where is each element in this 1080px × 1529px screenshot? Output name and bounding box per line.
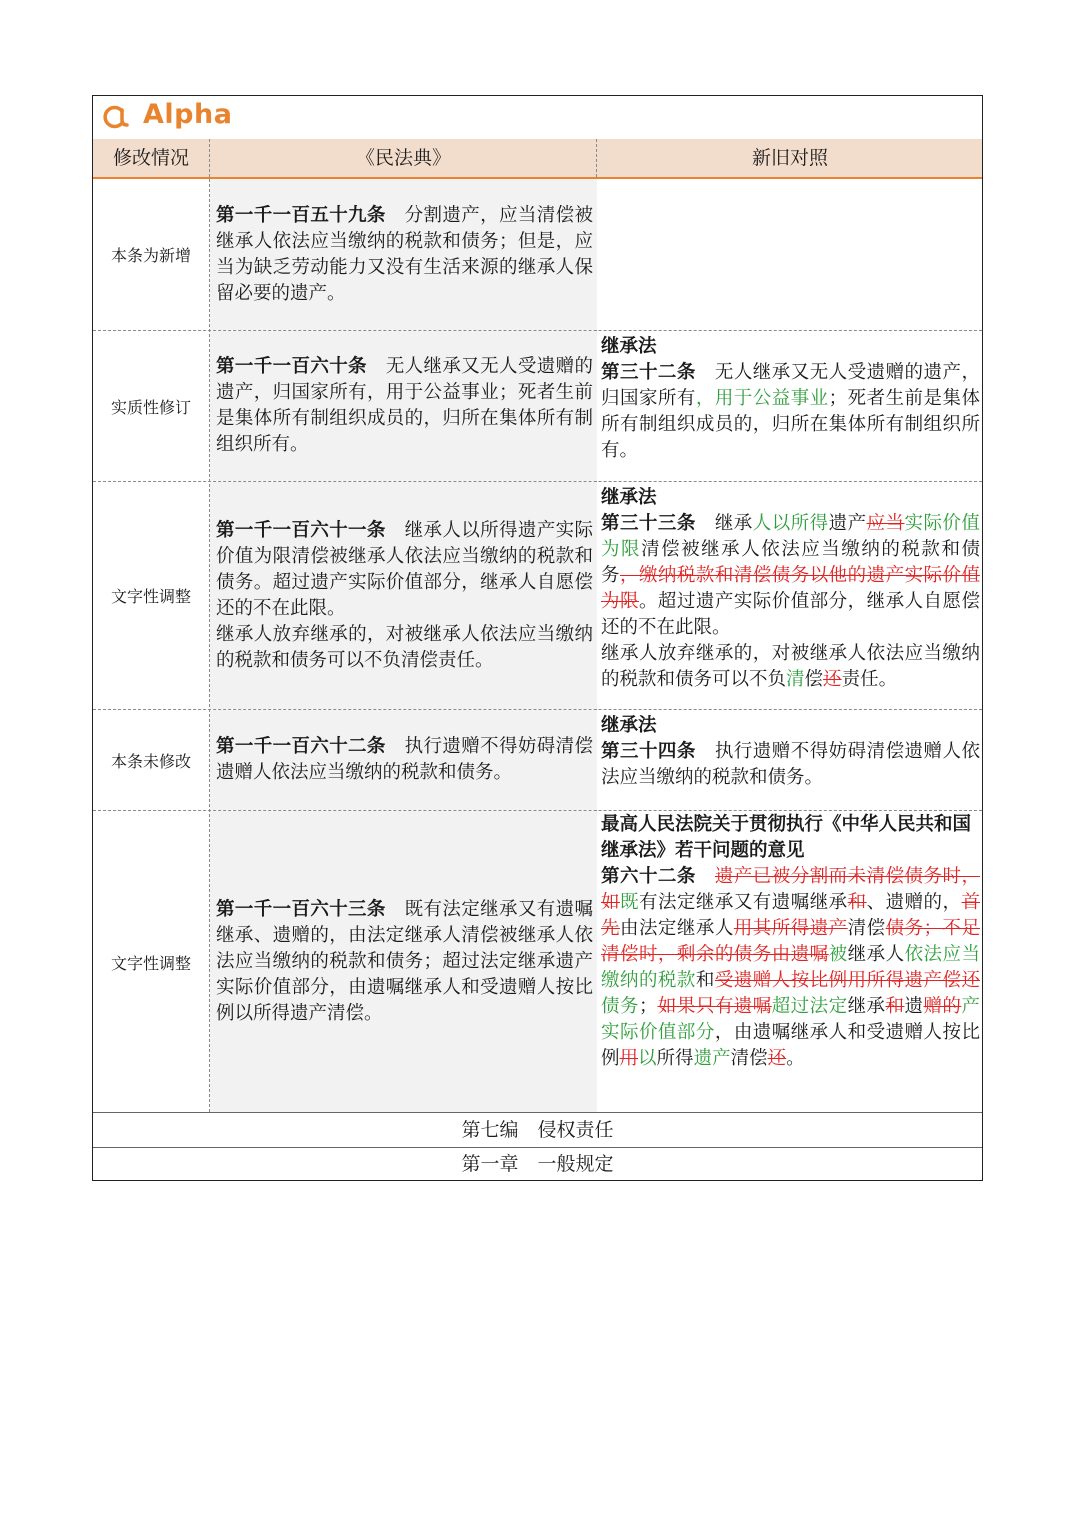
deleted-text: 还: [767, 1048, 787, 1069]
old-law-source: 继承法: [601, 715, 657, 736]
code-text: 执行遗赠不得妨碍清偿遗赠人依法应当缴纳的税款和债务。: [216, 736, 593, 783]
unchanged-text: 、遗赠的，: [866, 892, 962, 913]
alpha-logo-icon: [101, 103, 129, 131]
table-row: [93, 482, 982, 710]
deleted-text: ，缴纳税款和清偿债务以他的遗产实际价值为限: [601, 565, 980, 612]
added-text: ，用于公益事业: [695, 388, 829, 409]
logo-bar: [93, 96, 982, 140]
code-article-number: 第一千一百六十二条: [216, 736, 386, 757]
unchanged-text: ，由遗嘱继承人和受遗赠人按比例: [601, 1022, 980, 1069]
section-heading: 第七编 侵权责任: [93, 1112, 982, 1147]
code-cell: [210, 331, 597, 481]
unchanged-text: 责任。: [841, 669, 898, 690]
comparison-table: [92, 95, 983, 1181]
old-law-source: 继承法: [601, 336, 657, 357]
unchanged-text: 继承人放弃继承的，对被继承人依法应当缴纳的税款和债务可以不负: [601, 643, 980, 690]
added-text: 产实际价值部分: [601, 996, 980, 1043]
code-paragraph: [216, 203, 593, 307]
header-comparison: 新旧对照: [751, 147, 828, 169]
deleted-text: 和: [885, 996, 905, 1017]
unchanged-text: 遗: [904, 996, 924, 1017]
old-law-paragraph: [601, 360, 980, 464]
deleted-text: 还: [823, 669, 842, 690]
added-text: 清: [786, 669, 805, 690]
deleted-text: 用其所得遗产: [733, 918, 848, 939]
comparison-cell: [598, 710, 982, 810]
deleted-text: 用: [619, 1048, 639, 1069]
old-law-paragraph: [601, 511, 980, 693]
old-law-paragraph: [601, 739, 980, 791]
unchanged-text: 执行遗赠不得妨碍清偿遗赠人依法应当缴纳的税款和债务。: [601, 741, 980, 788]
status-label: 文字性调整: [110, 587, 191, 606]
deleted-text: 应当: [866, 513, 905, 534]
code-cell: [210, 710, 597, 810]
deleted-text: 首先: [601, 892, 980, 939]
added-text: 实际价值为限: [601, 513, 980, 560]
status-label: 文字性调整: [110, 953, 191, 973]
code-text-paragraph-2: 继承人放弃继承的，对被继承人依法应当缴纳的税款和债务可以不负清偿责任。: [216, 623, 593, 671]
unchanged-text: 继承: [847, 996, 886, 1017]
old-article-number: 第三十三条: [601, 513, 696, 534]
unchanged-text: 遗产: [828, 513, 867, 534]
code-article-number: 第一千一百六十三条: [216, 899, 386, 920]
deleted-text: 赠的: [923, 996, 962, 1017]
comparison-cell: [598, 482, 982, 709]
table-row: [93, 811, 982, 1113]
table-row: [93, 179, 982, 331]
comparison-cell-empty: [598, 179, 982, 330]
unchanged-text: 清偿: [847, 918, 886, 939]
code-article-number: 第一千一百五十九条: [216, 204, 386, 226]
old-law-text-paragraph-2: [601, 643, 980, 690]
unchanged-text: 。: [786, 1048, 805, 1069]
code-article-number: 第一千一百六十一条: [216, 519, 386, 541]
header-status: 修改情况: [112, 147, 189, 169]
deleted-text: 债务；不足清偿时，剩余的债务由遗嘱: [601, 918, 980, 965]
unchanged-text: 由法定继承人: [619, 918, 734, 939]
unchanged-text: 和: [695, 970, 715, 991]
old-law-text: [601, 866, 980, 1069]
code-paragraph: [216, 354, 593, 458]
added-text: 依法应当缴纳的税款: [601, 944, 980, 991]
unchanged-text: 有法定继承又有遗嘱继承: [638, 892, 848, 913]
deleted-text: 遗产已被分割而未清偿债务时，如: [601, 866, 980, 913]
added-text: 遗产: [693, 1048, 731, 1069]
unchanged-text: 。超过遗产实际价值部分，继承人自愿偿还的不在此限。: [601, 591, 980, 638]
added-text: 人以所得: [752, 513, 829, 534]
unchanged-text: 所得: [656, 1048, 694, 1069]
brand-name: Alpha: [143, 99, 233, 130]
table-row: [93, 710, 982, 811]
unchanged-text: 继承人: [847, 944, 905, 965]
code-text: 既有法定继承又有遗嘱继承、遗赠的，由法定继承人清偿被继承人依法应当缴纳的税款和债务；超过法定继承遗产实际价值部分，由遗嘱继承人和受遗赠人按比例以所得遗产清偿。: [216, 899, 593, 1024]
unchanged-text: ；: [638, 996, 658, 1017]
unchanged-text: 清偿: [730, 1048, 768, 1069]
code-cell: [210, 179, 597, 330]
added-text: 被: [828, 944, 848, 965]
unchanged-text: 无人继承又无人受遗赠的遗产，归国家所有: [601, 362, 980, 409]
unchanged-text: ；死者生前是集体所有制组织成员的，归所在集体所有制组织所有。: [601, 388, 980, 461]
unchanged-text: 继承: [714, 513, 753, 534]
old-law-source: 继承法: [601, 487, 657, 508]
code-paragraph: [216, 518, 593, 674]
deleted-text: 和: [847, 892, 867, 913]
deleted-text: 如果只有遗嘱: [657, 996, 772, 1017]
status-label: 实质性修订: [110, 397, 191, 417]
status-label: 本条为新增: [110, 246, 191, 265]
old-article-number: 第三十二条: [601, 362, 696, 383]
code-cell: [210, 482, 597, 709]
old-law-paragraph: [601, 864, 980, 1072]
added-text: 既: [619, 892, 639, 913]
code-text: 无人继承又无人受遗赠的遗产，归国家所有，用于公益事业；死者生前是集体所有制组织成员的，归所在集体所有制组织所有。: [216, 356, 593, 455]
unchanged-text: 偿: [804, 669, 824, 690]
comparison-cell: [598, 811, 982, 1113]
header-civil-code: 《民法典》: [355, 147, 451, 169]
added-text: 以: [638, 1048, 657, 1069]
added-text: 债务: [601, 996, 639, 1017]
old-law-source: 最高人民法院关于贯彻执行《中华人民共和国继承法》若干问题的意见: [601, 814, 972, 861]
comparison-cell: [598, 331, 982, 481]
code-text: 继承人以所得遗产实际价值为限清偿被继承人依法应当缴纳的税款和债务。超过遗产实际价值部分，继承人自愿偿还的不在此限。: [216, 519, 593, 619]
unchanged-text: 清偿被继承人依法应当缴纳的税款和债务: [601, 539, 980, 586]
code-cell: [210, 811, 597, 1113]
table-header: [93, 139, 982, 179]
old-article-number: 第六十二条: [601, 866, 696, 887]
deleted-text: 受遗赠人按比例用所得遗产偿还: [714, 970, 980, 991]
section-heading: 第一章 一般规定: [93, 1147, 982, 1181]
code-article-number: 第一千一百六十条: [216, 356, 367, 377]
status-label: 本条未修改: [110, 751, 191, 771]
code-text: 分割遗产，应当清偿被继承人依法应当缴纳的税款和债务；但是，应当为缺乏劳动能力又没有生活来源的继承人保留必要的遗产。: [216, 204, 593, 304]
old-article-number: 第三十四条: [601, 741, 696, 762]
code-paragraph: [216, 734, 593, 786]
table-row: [93, 331, 982, 482]
added-text: 超过法定: [771, 996, 848, 1017]
code-paragraph: [216, 897, 593, 1027]
